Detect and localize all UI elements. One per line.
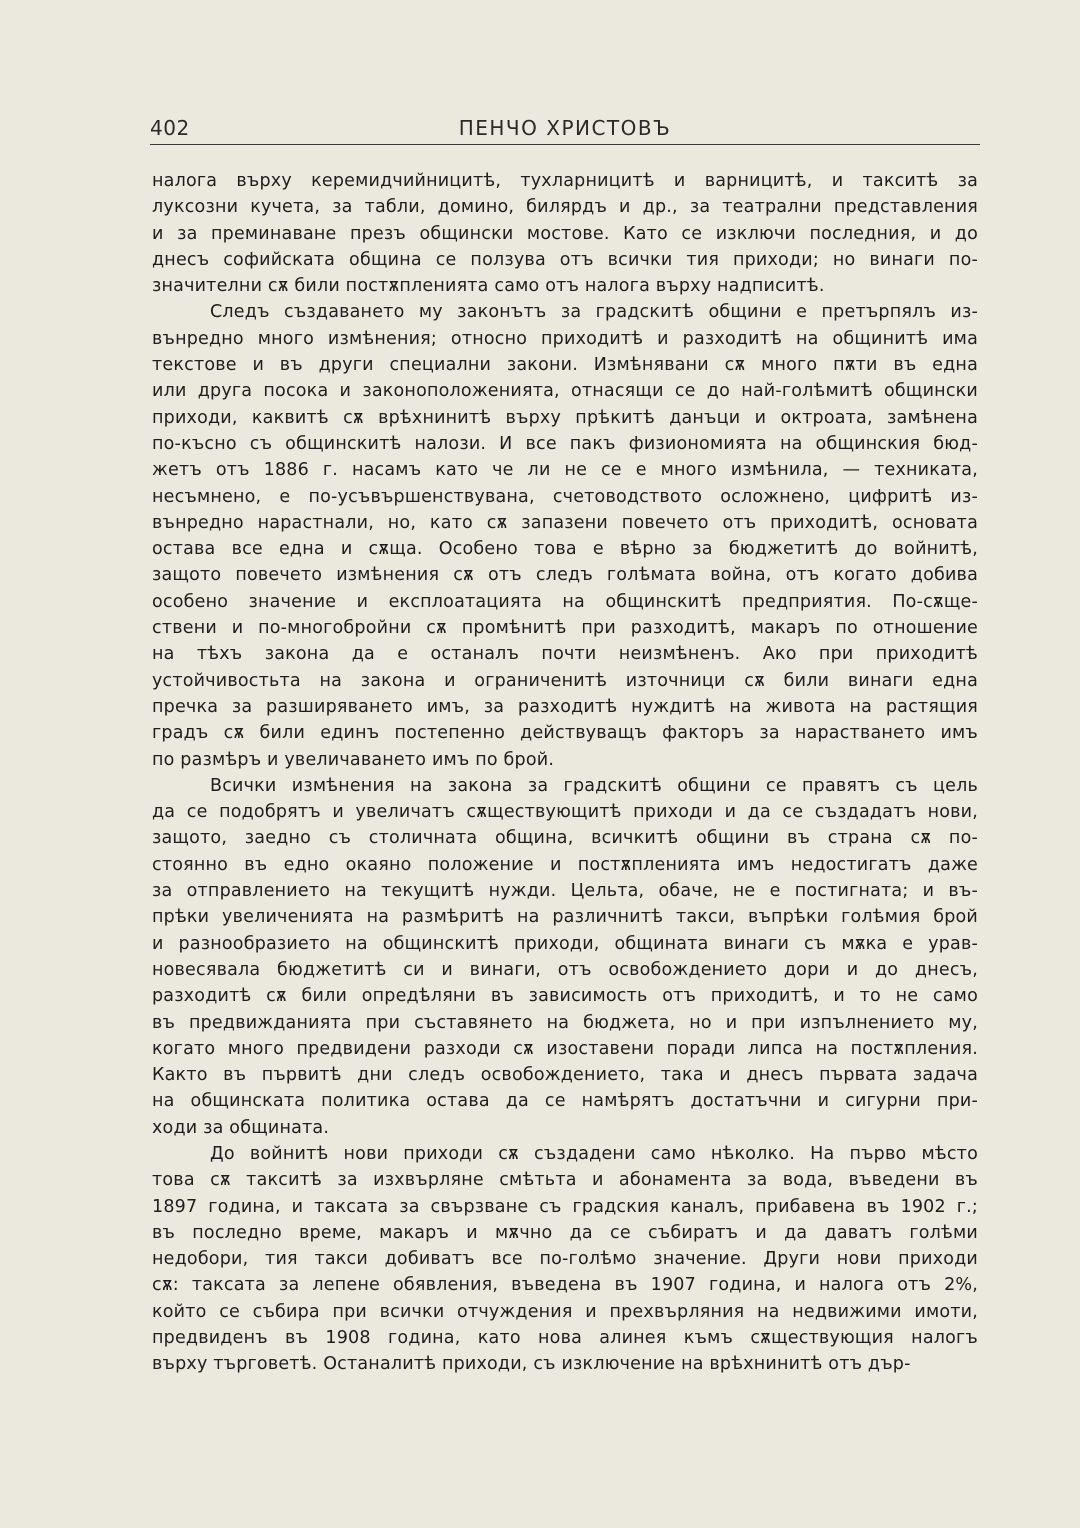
- paragraph: [152, 1141, 978, 1378]
- paragraph: [152, 773, 978, 1141]
- text-line: 1897 година, и таксата за свързване съ градския каналъ, прибавена въ 1902 г.;: [152, 1196, 978, 1217]
- text-line: когато много предвидени разходи сѫ изоставени поради липса на постѫпления.: [152, 1038, 978, 1059]
- text-line: пречка за разширяването имъ, за разходитѣ нуждитѣ на живота на растящия: [152, 696, 978, 717]
- text-line: това сѫ такситѣ за изхвърляне смѣтьта и абонамента за вода, въведени въ: [152, 1170, 978, 1191]
- text-line: предвиденъ въ 1908 година, като нова алинея къмъ сѫществующия налогъ: [152, 1328, 978, 1349]
- text-line: остава все една и сѫща. Особено това е вѣрно за бюджетитѣ до войнитѣ,: [152, 539, 978, 560]
- text-line: Всички измѣнения на закона за градскитѣ общини се правятъ съ цель: [210, 775, 978, 796]
- running-head: ПЕНЧО ХРИСТОВЪ: [458, 116, 672, 140]
- text-line: или друга посока и законоположенията, отнасящи се до най-голѣмитѣ общински: [152, 381, 978, 402]
- text-line: вънредно нарастнали, но, като сѫ запазени повечето отъ приходитѣ, основата: [152, 512, 978, 533]
- text-line: въ предвижданията при съставянето на бюджета, но и при изпълнението му,: [152, 1012, 978, 1033]
- text-line: който се събира при всички отчуждения и прехвърляния на недвижими имоти,: [152, 1301, 978, 1322]
- text-line: недобори, тия такси добиватъ все по-голѣмо значение. Други нови приходи: [152, 1249, 978, 1270]
- text-line: Следъ създаването му законътъ за градскитѣ общини е претърпялъ из-: [210, 302, 978, 323]
- text-line: ходи за общината.: [152, 1117, 330, 1138]
- text-line: Както въ първитѣ дни следъ освобождението, така и днесъ първата задача: [152, 1065, 978, 1086]
- text-line: прѣки увеличенията на размѣритѣ на различнитѣ такси, въпрѣки голѣмия брой: [152, 907, 978, 928]
- text-line: защото повечето измѣнения сѫ отъ следъ голѣмата война, отъ когато добива: [152, 565, 978, 586]
- text-line: да се подобрятъ и увеличатъ сѫществующитѣ приходи и да се създадатъ нови,: [152, 802, 978, 823]
- text-line: и разнообразието на общинскитѣ приходи, общината винаги съ мѫка е урав-: [152, 933, 978, 954]
- text-line: текстове и въ други специални закони. Измѣнявани сѫ много пѫти въ една: [152, 355, 978, 376]
- text-line: новесявала бюджетитѣ си и винаги, отъ освобождението дори и до днесъ,: [152, 959, 978, 980]
- text-line: за отправлението на текущитѣ нужди. Цельта, обаче, не е постигната; и въ-: [152, 881, 978, 902]
- text-line: по размѣръ и увеличаването имъ по брой.: [152, 749, 555, 770]
- text-line: стоянно въ едно окаяно положение и постѫпленията имъ недостигатъ даже: [152, 854, 978, 875]
- text-line: несъмнено, е по-усъвършенствувана, счетоводството осложнено, цифритѣ из-: [152, 486, 978, 507]
- text-line: налога върху керемидчийницитѣ, тухларницитѣ и варницитѣ, и такситѣ за: [152, 171, 978, 191]
- text-line: по-късно съ общинскитѣ налози. И все пакъ физиономията на общинския бюд-: [152, 433, 978, 454]
- text-line: въ последно време, макаръ и мѫчно да се събиратъ и да даватъ голѣми: [152, 1222, 978, 1243]
- text-line: До войнитѣ нови приходи сѫ създадени само нѣколко. На първо мѣсто: [210, 1143, 978, 1164]
- text-line: особено значение и експлоатацията на общинскитѣ предприятия. По-сѫще-: [152, 591, 978, 612]
- page-number: 402: [150, 116, 190, 140]
- body-text: [152, 168, 978, 1378]
- text-line: значителни сѫ били постѫпленията само отъ налога върху надписитѣ.: [152, 276, 825, 297]
- text-line: ствени и по-многобройни сѫ промѣнитѣ при разходитѣ, макаръ по отношение: [152, 618, 978, 639]
- text-line: на общинската политика остава да се намѣрятъ достатъчни и сигурни при-: [152, 1091, 978, 1112]
- text-line: защото, заедно съ столичната община, всичкитѣ общини въ страна сѫ по-: [152, 828, 978, 849]
- text-line: градъ сѫ били единъ постепенно действуващъ факторъ за нарастването имъ: [152, 723, 978, 744]
- text-line: днесъ софийската община се ползува отъ всички тия приходи; но винаги по-: [152, 249, 978, 270]
- text-line: луксозни кучета, за табли, домино, билярдъ и др., за театрални представления: [152, 197, 978, 218]
- text-line: сѫ: таксата за лепене обявления, въведена въ 1907 година, и налога отъ 2%,: [152, 1275, 978, 1296]
- text-line: вънредно много измѣнения; относно приходитѣ и разходитѣ на общинитѣ има: [152, 328, 978, 349]
- paragraph: [152, 299, 978, 772]
- text-line: устойчивостьта на закона и ограниченитѣ източници сѫ били винаги една: [152, 670, 978, 691]
- text-line: на тѣхъ закона да е останалъ почти неизмѣненъ. Ако при приходитѣ: [152, 644, 978, 665]
- page-header: [150, 114, 980, 145]
- paragraph: [152, 168, 978, 299]
- text-line: жетъ отъ 1886 г. насамъ като че ли не се е много измѣнила, — техниката,: [152, 460, 978, 481]
- text-line: разходитѣ сѫ били опредѣляни въ зависимость отъ приходитѣ, и то не само: [152, 986, 978, 1007]
- text-line: върху търговетѣ. Останалитѣ приходи, съ изключение на врѣхнинитѣ отъ дър-: [152, 1354, 911, 1375]
- text-line: и за преминаване презъ общински мостове. Като се изключи последния, и до: [152, 223, 978, 244]
- text-line: приходи, каквитѣ сѫ врѣхнинитѣ върху прѣкитѣ данъци и октроата, замѣнена: [152, 407, 978, 428]
